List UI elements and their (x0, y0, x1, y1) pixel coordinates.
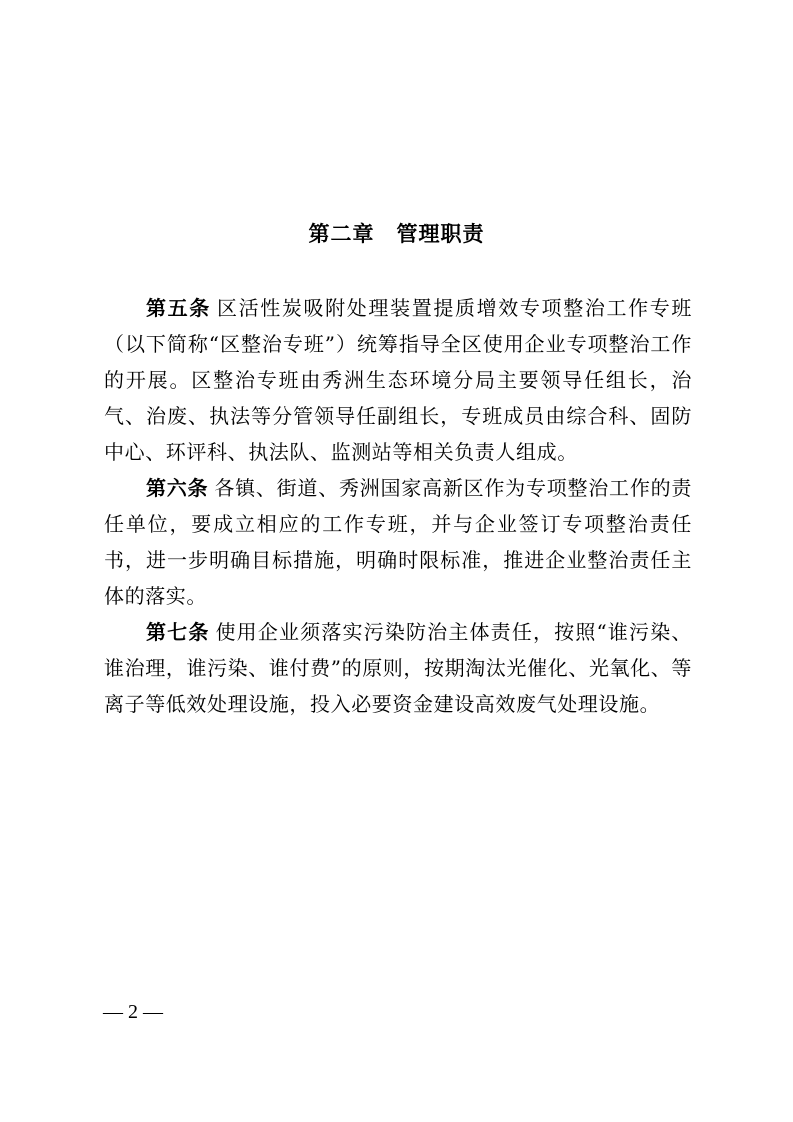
article-5 (104, 290, 692, 470)
chapter-title: 第二章 管理职责 (308, 221, 485, 246)
article-6-label: 第六条 (146, 476, 209, 500)
article-7-text: 使用企业须落实污染防治主体责任，按照“谁污染、谁治理，谁污染、谁付费”的原则，按期淘汰光催化、光氧化、等离子等低效处理设施，投入必要资金建设高效废气处理设施。 (104, 620, 692, 716)
article-5-text: 区活性炭吸附处理装置提质增效专项整治工作专班（以下简称“区整治专班”）统筹指导全区使用企业专项整治工作的开展。区整治专班由秀洲生态环境分局主要领导任组长，治气、治废、执法等分管领导任副组长，专班成员由综合科、固防中心、环评科、执法队、监测站等相关负责人组成。 (104, 296, 692, 464)
article-7-label: 第七条 (146, 620, 210, 644)
article-6 (104, 470, 692, 614)
article-5-label: 第五条 (146, 296, 211, 320)
document-body (104, 290, 692, 722)
article-6-text: 各镇、街道、秀洲国家高新区作为专项整治工作的责任单位，要成立相应的工作专班，并与企业签订专项整治责任书，进一步明确目标措施，明确时限标准，推进企业整治责任主体的落实。 (104, 476, 692, 608)
page-number: — 2 — (103, 1001, 163, 1023)
article-7 (104, 614, 692, 722)
